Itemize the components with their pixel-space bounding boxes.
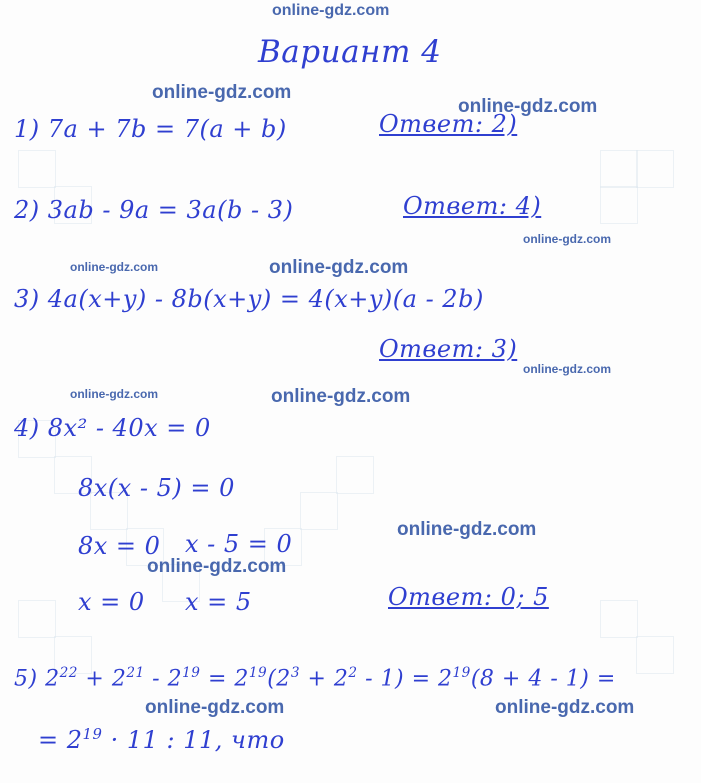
task-5-l1-a: 5) 2 — [14, 666, 60, 692]
task-2-expression: 2) 3ab - 9a = 3a(b - 3) — [14, 196, 294, 224]
task-5-l1-f: 19 — [182, 665, 201, 681]
task-5-l1-c: + 2 — [77, 666, 127, 692]
watermark: online-gdz.com — [145, 697, 285, 718]
task-5-l1-i: (2 — [267, 666, 291, 692]
task-5-l1-l: 2 — [348, 665, 358, 681]
task-5-l1-g: = 2 — [200, 666, 249, 692]
variant-title: Вариант 4 — [258, 34, 442, 70]
task-4-line-3-right: x - 5 = 0 — [185, 530, 293, 558]
task-4-line-1 — [14, 414, 211, 442]
grid-cell — [636, 150, 674, 188]
watermark: online-gdz.com — [147, 556, 287, 577]
task-4-line-4-right: x = 5 — [185, 588, 252, 616]
task-3-expression: 3) 4a(x+y) - 8b(x+y) = 4(x+y)(a - 2b) — [14, 285, 484, 313]
task-2-answer: Ответ: 4) — [403, 192, 542, 220]
task-5-line-2 — [38, 725, 285, 754]
task-5-l1-d: 21 — [126, 665, 145, 681]
grid-cell — [600, 150, 638, 188]
task-5-l1-j: 3 — [290, 665, 300, 681]
task-5-l2-b: 19 — [82, 725, 103, 743]
task-5-l2-c: · 11 : 11, что — [102, 726, 285, 754]
task-4-answer: Ответ: 0; 5 — [388, 583, 549, 611]
task-5-l1-h: 19 — [248, 665, 268, 681]
task-5-line-1 — [14, 665, 616, 691]
grid-cell — [18, 150, 56, 188]
task-3-answer: Ответ: 3) — [379, 335, 518, 363]
watermark: online-gdz.com — [152, 82, 292, 103]
task-5-l2-a: = 2 — [38, 726, 83, 754]
watermark: online-gdz.com — [70, 387, 158, 401]
task-4-line-4-left: x = 0 — [78, 588, 145, 616]
task-5-l1-b: 22 — [59, 665, 78, 681]
watermark: online-gdz.com — [272, 2, 390, 19]
task-4-line-2: 8x(x - 5) = 0 — [78, 474, 235, 502]
task-5-l1-e: - 2 — [144, 666, 183, 692]
watermark: online-gdz.com — [495, 697, 635, 718]
task-4-line-1-text: 4) 8x² - 40x = 0 — [14, 414, 211, 442]
watermark: online-gdz.com — [523, 362, 611, 376]
grid-cell — [336, 456, 374, 494]
grid-cell — [636, 636, 674, 674]
task-4-line-3-left: 8x = 0 — [78, 532, 161, 560]
grid-cell — [600, 186, 638, 224]
watermark: online-gdz.com — [458, 96, 598, 117]
task-1-answer: Ответ: 2) — [379, 110, 518, 138]
task-5-l1-m: - 1) = 2 — [357, 666, 453, 692]
watermark: online-gdz.com — [397, 519, 537, 540]
grid-cell — [600, 600, 638, 638]
task-5-l1-o: (8 + 4 - 1) = — [470, 666, 616, 692]
grid-cell — [18, 600, 56, 638]
task-1-expression: 1) 7a + 7b = 7(a + b) — [14, 115, 287, 143]
task-5-l1-n: 19 — [452, 665, 471, 681]
watermark: online-gdz.com — [269, 257, 409, 278]
watermark: online-gdz.com — [70, 260, 158, 274]
grid-cell — [300, 492, 338, 530]
watermark: online-gdz.com — [271, 386, 411, 407]
watermark: online-gdz.com — [523, 232, 611, 246]
task-5-l1-k: + 2 — [299, 666, 349, 692]
